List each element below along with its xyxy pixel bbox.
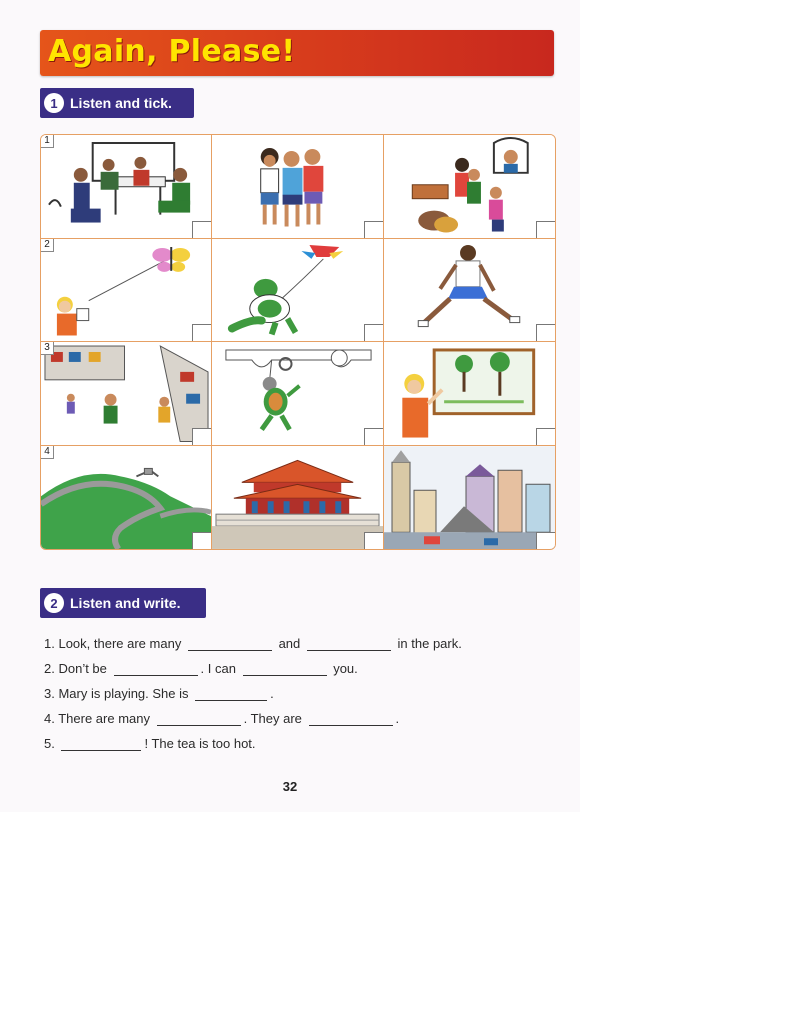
great-wall-icon [41,446,211,550]
tick-box[interactable] [192,532,211,549]
answer-blank[interactable] [195,686,267,701]
people-at-ticket-window-icon [384,135,555,238]
answer-blank[interactable] [309,711,393,726]
picture-cell [212,446,384,550]
city-skyline-icon [384,446,555,550]
answer-blank[interactable] [307,636,391,651]
section-2-label: Listen and write. [70,595,181,611]
picture-cell [384,135,555,239]
palace-building-icon [212,446,383,550]
page-number: 32 [282,779,298,794]
sentence-text: Look, there are many [58,636,182,651]
sentence-number: 2. [44,661,55,676]
sentence-text: There are many [58,711,150,726]
row-number: 4 [41,446,54,459]
picture-cell [384,342,555,446]
tick-box[interactable] [364,324,383,341]
crocodile-flying-kite-icon [212,239,383,342]
tick-box[interactable] [364,532,383,549]
section-1-header [40,88,194,118]
tick-box[interactable] [192,428,211,445]
sentence-number: 3. [44,686,55,701]
sentence-text: . I can [200,661,236,676]
tick-box[interactable] [536,221,555,238]
sentence-5 [44,733,504,758]
tick-box[interactable] [364,221,383,238]
girl-pointing-at-trees-picture-icon [384,342,555,445]
sentence-number: 5. [44,736,55,751]
sentence-text: . [270,686,274,701]
picture-cell [212,135,384,239]
sentence-text: Mary is playing. She is [58,686,189,701]
answer-blank[interactable] [243,661,327,676]
sentence-text: you. [333,661,358,676]
section-2-number: 2 [44,593,64,613]
fill-in-sentences [44,633,504,758]
tick-box[interactable] [536,324,555,341]
row-number: 3 [41,342,54,355]
picture-cell [41,446,212,550]
sentence-2 [44,658,504,683]
girl-flying-butterfly-kite-icon [41,239,211,342]
answer-blank[interactable] [114,661,198,676]
monkey-hanging-icon [212,342,383,445]
sentence-1 [44,633,504,658]
sentence-text: . They are [243,711,302,726]
sentence-text: . [395,711,400,726]
boy-jumping-icon [384,239,555,342]
sentence-text: in the park. [397,636,462,651]
row-number: 1 [41,135,54,148]
picture-grid [40,134,556,550]
people-eating-at-table-icon [41,135,211,238]
picture-cell [212,342,384,446]
sentence-number: 4. [44,711,55,726]
picture-cell [41,135,212,239]
tick-box[interactable] [536,428,555,445]
answer-blank[interactable] [61,736,141,751]
section-1-number: 1 [44,93,64,113]
tick-box[interactable] [192,324,211,341]
sentence-4 [44,708,504,733]
row-number: 2 [41,239,54,252]
sentence-text: ! The tea is too hot. [144,736,256,751]
section-1-label: Listen and tick. [70,95,172,111]
answer-blank[interactable] [157,711,241,726]
page-title: Again, Please! [48,34,296,69]
tick-box[interactable] [536,532,555,549]
picture-cell [41,239,212,343]
sentence-text: Don’t be [58,661,107,676]
answer-blank[interactable] [188,636,272,651]
tick-box[interactable] [192,221,211,238]
section-2-header [40,588,206,618]
sentence-text: and [278,636,301,651]
sentence-3 [44,683,504,708]
picture-cell [384,239,555,343]
three-children-icon [212,135,383,238]
title-banner [40,30,554,76]
picture-cell [212,239,384,343]
picture-cell [41,342,212,446]
tick-box[interactable] [364,428,383,445]
city-street-market-icon [41,342,211,445]
picture-cell [384,446,555,550]
sentence-number: 1. [44,636,55,651]
